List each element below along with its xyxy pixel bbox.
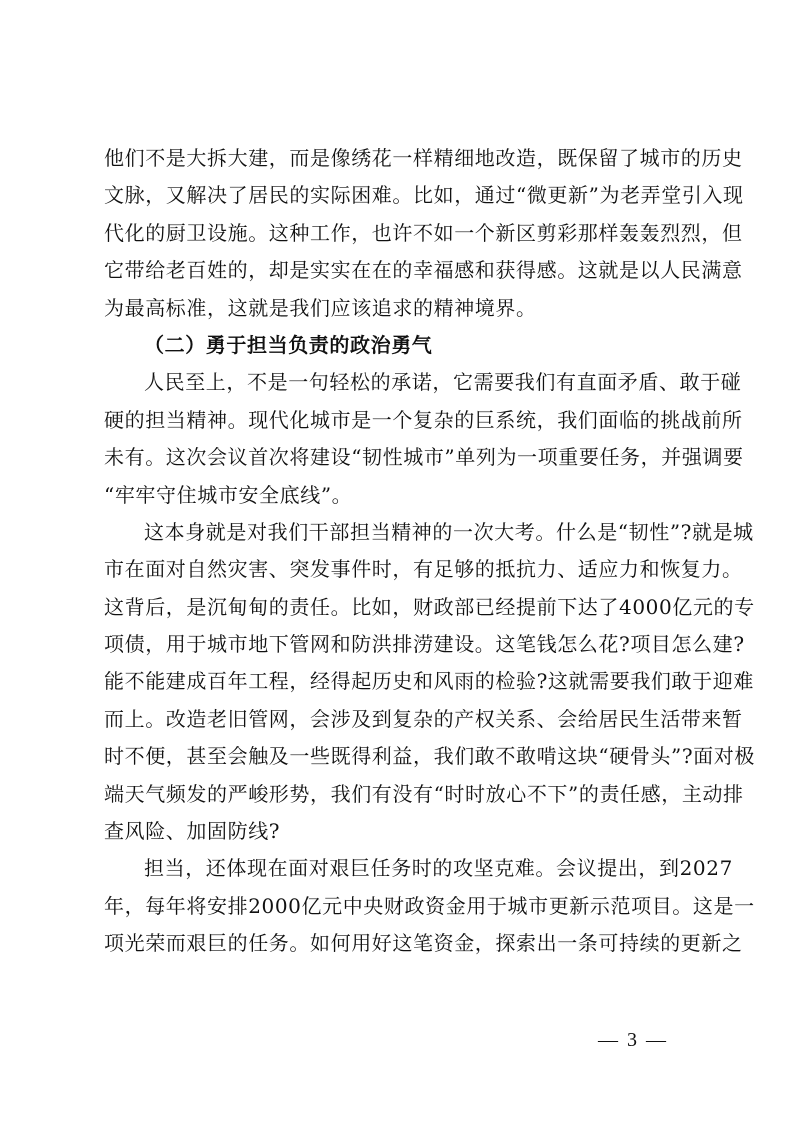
section-heading: （二）勇于担当负责的政治勇气 — [144, 332, 433, 357]
text-line: 端天气频发的严峻形势，我们有没有“时时放心不下”的责任感，主动排 — [104, 781, 744, 806]
text-line: 为最高标准，这就是我们应该追求的精神境界。 — [104, 295, 537, 320]
text-line: 担当，还体现在面对艰巨任务时的攻坚克难。会议提出，到2027 — [144, 856, 733, 881]
text-line: 项光荣而艰巨的任务。如何用好这笔资金，探索出一条可持续的更新之 — [104, 931, 743, 956]
text-line: 市在面对自然灾害、突发事件时，有足够的抵抗力、适应力和恢复力。 — [104, 557, 743, 582]
text-line: 代化的厨卫设施。这种工作，也许不如一个新区剪彩那样轰轰烈烈，但 — [104, 220, 743, 245]
text-line: 这背后，是沉甸甸的责任。比如，财政部已经提前下达了4000亿元的专 — [104, 594, 755, 619]
text-line: 查风险、加固防线? — [104, 819, 281, 844]
text-line: 人民至上，不是一句轻松的承诺，它需要我们有直面矛盾、敢于碰 — [144, 370, 742, 395]
text-line: 硬的担当精神。现代化城市是一个复杂的巨系统，我们面临的挑战前所 — [104, 407, 743, 432]
text-line: 这本身就是对我们干部担当精神的一次大考。什么是“韧性”?就是城 — [144, 519, 754, 544]
text-line: 能不能建成百年工程，经得起历史和风雨的检验?这就需要我们敢于迎难 — [104, 669, 754, 694]
text-line: 而上。改造老旧管网，会涉及到复杂的产权关系、会给居民生活带来暂 — [104, 706, 743, 731]
text-line: 年，每年将安排2000亿元中央财政资金用于城市更新示范项目。这是一 — [104, 893, 755, 918]
document-body — [104, 140, 755, 963]
text-line: 未有。这次会议首次将建设“韧性城市”单列为一项重要任务，并强调要 — [104, 445, 744, 470]
page-number: — 3 — — [598, 1029, 668, 1051]
text-line: 它带给老百姓的，却是实实在在的幸福感和获得感。这就是以人民满意 — [104, 258, 743, 283]
text-line: 项债，用于城市地下管网和防洪排涝建设。这笔钱怎么花?项目怎么建? — [104, 632, 745, 657]
text-line: 他们不是大拆大建，而是像绣花一样精细地改造，既保留了城市的历史 — [104, 146, 743, 170]
text-line: “牢牢守住城市安全底线”。 — [104, 482, 353, 507]
text-line: 文脉，又解决了居民的实际困难。比如，通过“微更新”为老弄堂引入现 — [104, 183, 744, 208]
text-line: 时不便，甚至会触及一些既得利益，我们敢不敢啃这块“硬骨头”?面对极 — [104, 744, 755, 769]
